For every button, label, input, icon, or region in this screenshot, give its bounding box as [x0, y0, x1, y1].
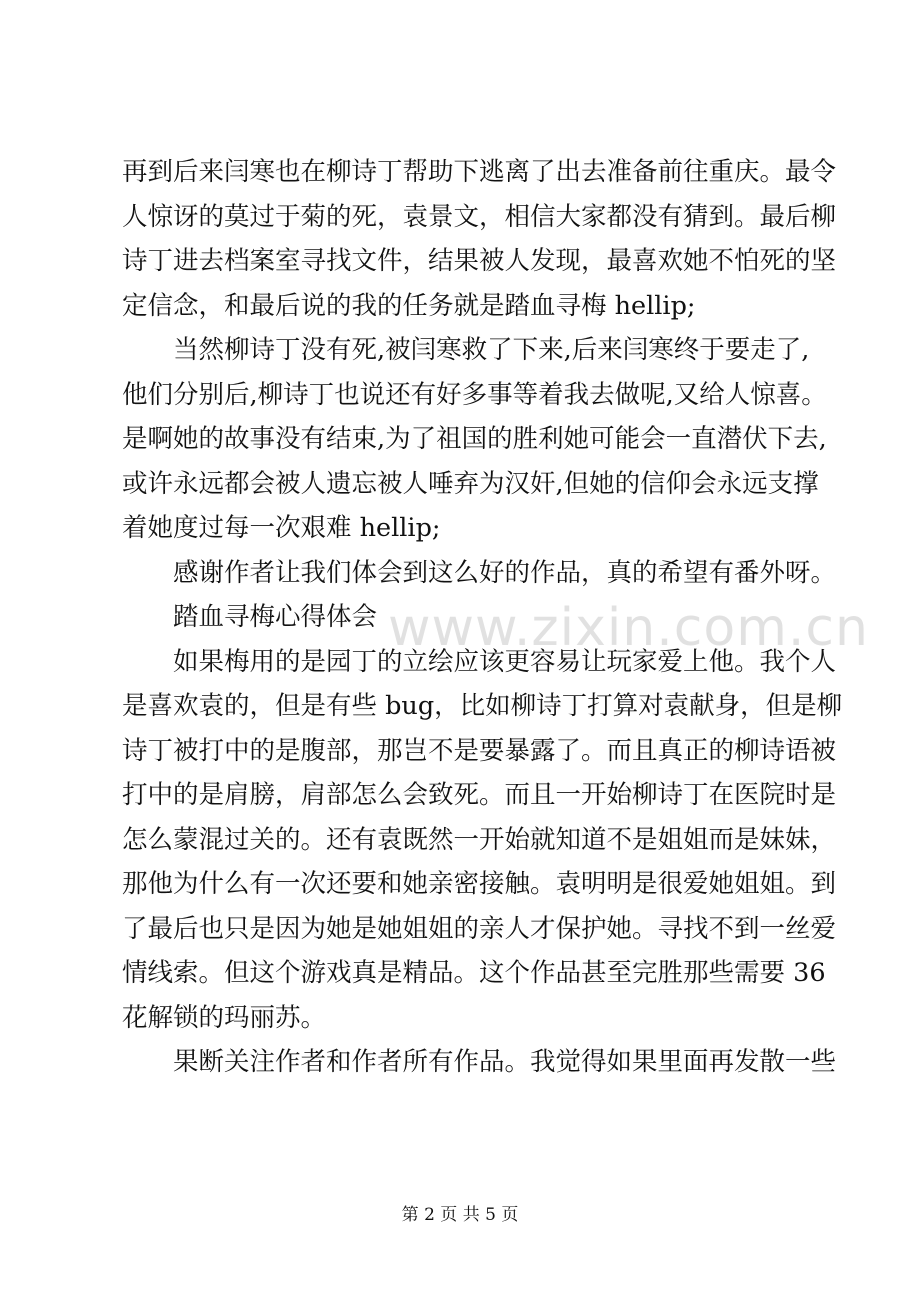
text-line: 当然柳诗丁没有死,被闫寒救了下来,后来闫寒终于要走了, — [173, 335, 810, 365]
text-line: 打中的是肩膀，肩部怎么会致死。而且一开始柳诗丁在医院时是 — [122, 780, 837, 810]
text-line: 情线索。但这个游戏真是精品。这个作品甚至完胜那些需要 36 — [122, 958, 826, 988]
text-line: 人惊讶的莫过于菊的死，袁景文，相信大家都没有猜到。最后柳 — [122, 201, 837, 232]
text-line: 了最后也只是因为她是她姐姐的亲人才保护她。寻找不到一丝爱 — [122, 913, 837, 944]
text-line: 踏血寻梅心得体会 — [173, 602, 378, 632]
text-line: 诗丁被打中的是腹部，那岂不是要暴露了。而且真正的柳诗语被 — [122, 735, 837, 766]
text-line: 如果梅用的是园丁的立绘应该更容易让玩家爱上他。我个人 — [173, 646, 837, 677]
page-number: 第 2 页 共 5 页 — [401, 1205, 519, 1225]
text-line: 着她度过每一次艰难 hellip; — [122, 513, 441, 543]
text-line: 果断关注作者和作者所有作品。我觉得如果里面再发散一些 — [173, 1047, 837, 1077]
text-line: 是啊她的故事没有结束,为了祖国的胜利她可能会一直潜伏下去, — [122, 424, 827, 454]
text-line: 或许永远都会被人遗忘被人唾弃为汉奸,但她的信仰会永远支撑 — [122, 468, 819, 499]
text-line: 是喜欢袁的，但是有些 bug，比如柳诗丁打算对袁献身，但是柳 — [122, 691, 843, 721]
text-line: 再到后来闫寒也在柳诗丁帮助下逃离了出去准备前往重庆。最令 — [122, 157, 837, 187]
text-line: 感谢作者让我们体会到这么好的作品，真的希望有番外呀。 — [173, 557, 837, 588]
text-line: 定信念，和最后说的我的任务就是踏血寻梅 hellip; — [122, 290, 696, 321]
text-line: 花解锁的玛丽苏。 — [122, 1002, 327, 1033]
text-line: 怎么蒙混过关的。还有袁既然一开始就知道不是姐姐而是妹妹， — [122, 824, 837, 855]
text-line: 诗丁进去档案室寻找文件，结果被人发现，最喜欢她不怕死的坚 — [122, 246, 837, 276]
text-line: 他们分别后,柳诗丁也说还有好多事等着我去做呢,又给人惊喜。 — [122, 379, 827, 410]
watermark: www.zixin.com.cn — [388, 598, 869, 658]
text-line: 那他为什么有一次还要和她亲密接触。袁明明是很爱她姐姐。到 — [122, 869, 837, 899]
